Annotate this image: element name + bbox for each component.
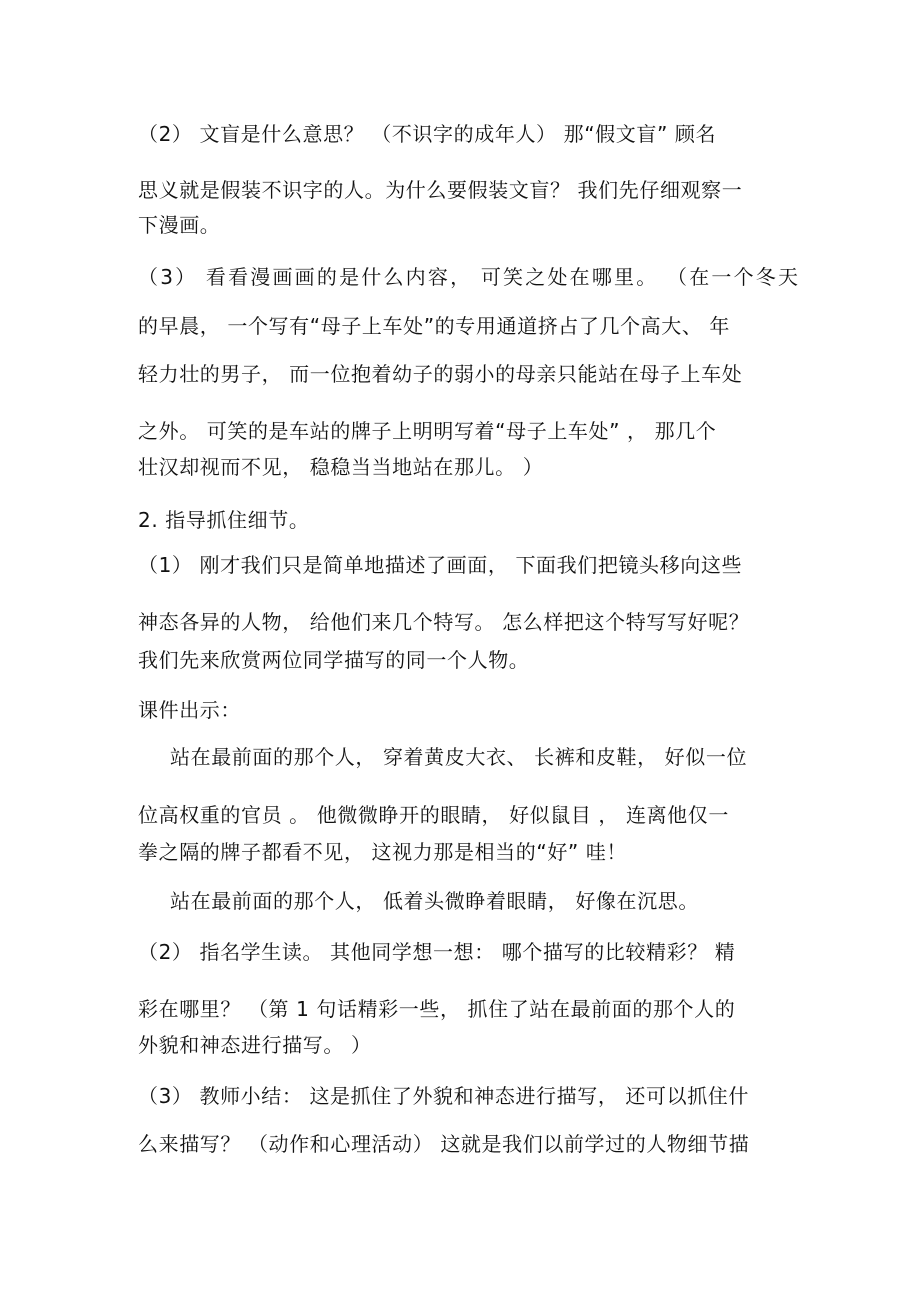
- text-line: 的早晨， 一个写有“母子上车处”的专用通道挤占了几个高大、 年: [138, 314, 731, 338]
- text-line: （1） 刚才我们只是简单地描述了画面， 下面我们把镜头移向这些: [138, 553, 743, 577]
- text-line: 外貌和神态进行描写。 ）: [138, 1033, 372, 1057]
- text-line: 2. 指导抓住细节。: [138, 508, 310, 532]
- text-line: 位高权重的官员 。 他微微睁开的眼睛， 好似鼠目 ， 连离他仅一: [138, 803, 729, 827]
- text-line: 站在最前面的那个人， 低着头微睁着眼睛， 好像在沉思。: [170, 889, 699, 913]
- text-line: （3） 教师小结： 这是抓住了外貌和神态进行描写， 还可以抓住什: [138, 1084, 749, 1108]
- text-line: 思义就是假装不识字的人。为什么要假装文盲？ 我们先仔细观察一: [138, 178, 743, 202]
- text-line: 之外。 可笑的是车站的牌子上明明写着“母子上车处” ， 那几个: [138, 419, 717, 443]
- text-line: 么来描写？ （动作和心理活动） 这就是我们以前学过的人物细节描: [138, 1132, 750, 1156]
- text-line: 壮汉却视而不见， 稳稳当当地站在那儿。 ）: [138, 455, 544, 479]
- text-line: 拳之隔的牌子都看不见， 这视力那是相当的“好” 哇！: [138, 840, 628, 864]
- text-line: 课件出示：: [138, 698, 241, 722]
- text-line: 彩在哪里？ （第 1 句话精彩一些， 抓住了站在最前面的那个人的: [138, 997, 736, 1021]
- text-line: 下漫画。: [138, 213, 221, 237]
- text-line: 神态各异的人物， 给他们来几个特写。 怎么样把这个特写写好呢？: [138, 610, 750, 634]
- text-line: （2） 文盲是什么意思？ （不识字的成年人） 那“假文盲” 顾名: [138, 122, 717, 146]
- text-line: 我们先来欣赏两位同学描写的同一个人物。: [138, 648, 530, 672]
- text-line: （2） 指名学生读。 其他同学想一想： 哪个描写的比较精彩？ 精: [138, 940, 736, 964]
- text-line: 轻力壮的男子， 而一位抱着幼子的弱小的母亲只能站在母子上车处: [138, 362, 743, 386]
- text-line: （3） 看看漫画画的是什么内容， 可笑之处在哪里。 （在一个冬天: [138, 265, 801, 289]
- text-line: 站在最前面的那个人， 穿着黄皮大衣、 长裤和皮鞋， 好似一位: [170, 745, 748, 769]
